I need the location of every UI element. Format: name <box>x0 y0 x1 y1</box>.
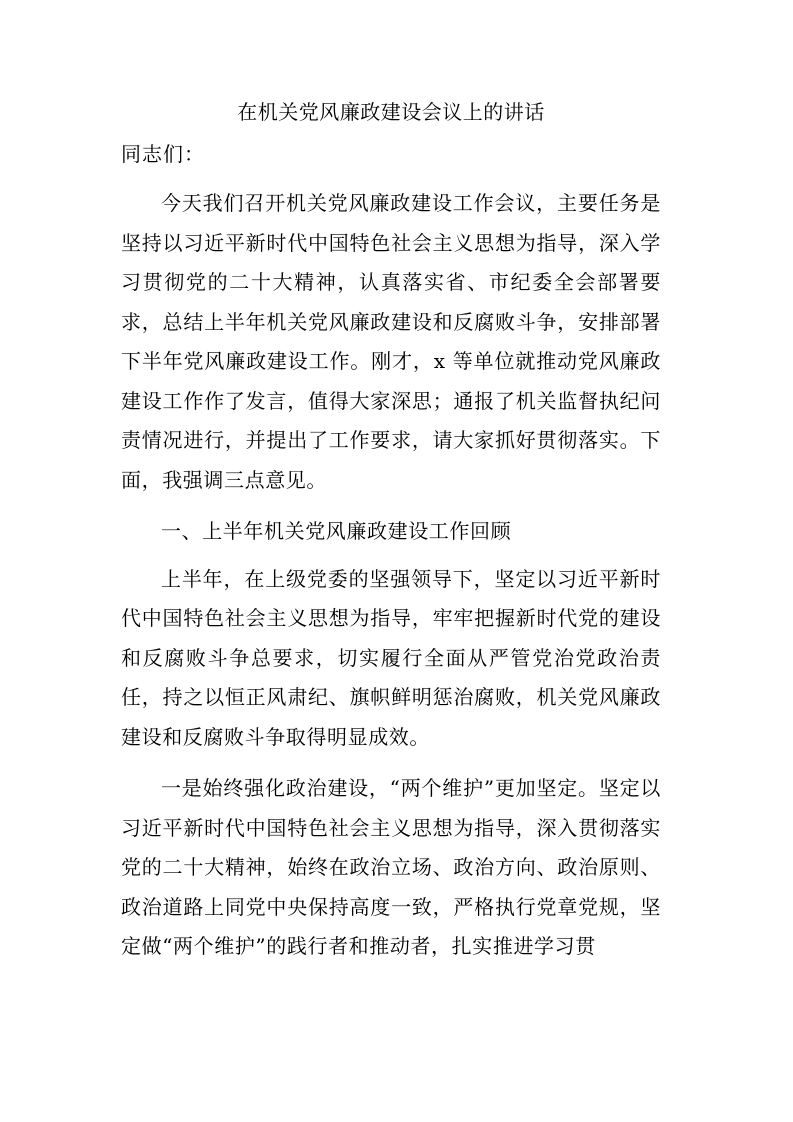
salutation: 同志们： <box>121 142 205 166</box>
paragraph-opening: 今天我们召开机关党风廉政建设工作会议，主要任务是坚持以习近平新时代中国特色社会主义思想为指导，深入学习贯彻党的二十大精神，认真落实省、市纪委全会部署要求，总结上半年机关党风廉政建设和反腐败斗争，安排部署下半年党风廉政建设工作。刚才，x 等单位就推动党风廉政建设工作作了发言，值得大家深思；通报了机关监督执纪问责情况进行，并提出了工作要求，请大家抓好贯彻落实。下面，我强调三点意见。 <box>121 191 661 492</box>
paragraph-political-construction: 一是始终强化政治建设，“两个维护”更加坚定。坚定以习近平新时代中国特色社会主义思想为指导，深入贯彻落实党的二十大精神，始终在政治立场、政治方向、政治原则、政治道路上同党中央保持高度一致，严格执行党章党规，坚定做“两个维护”的践行者和推动者，扎实推进学习贯 <box>121 776 661 958</box>
section-heading: 一、上半年机关党风廉政建设工作回顾 <box>161 519 512 543</box>
paragraph-review: 上半年，在上级党委的坚强领导下，坚定以习近平新时代中国特色社会主义思想为指导，牢牢把握新时代党的建设和反腐败斗争总要求，切实履行全面从严管党治党政治责任，持之以恒正风肃纪、旗帜鲜明惩治腐败，机关党风廉政建设和反腐败斗争取得明显成效。 <box>121 566 661 749</box>
document-body <box>121 96 661 967</box>
document-title: 在机关党风廉政建设会议上的讲话 <box>237 100 545 124</box>
